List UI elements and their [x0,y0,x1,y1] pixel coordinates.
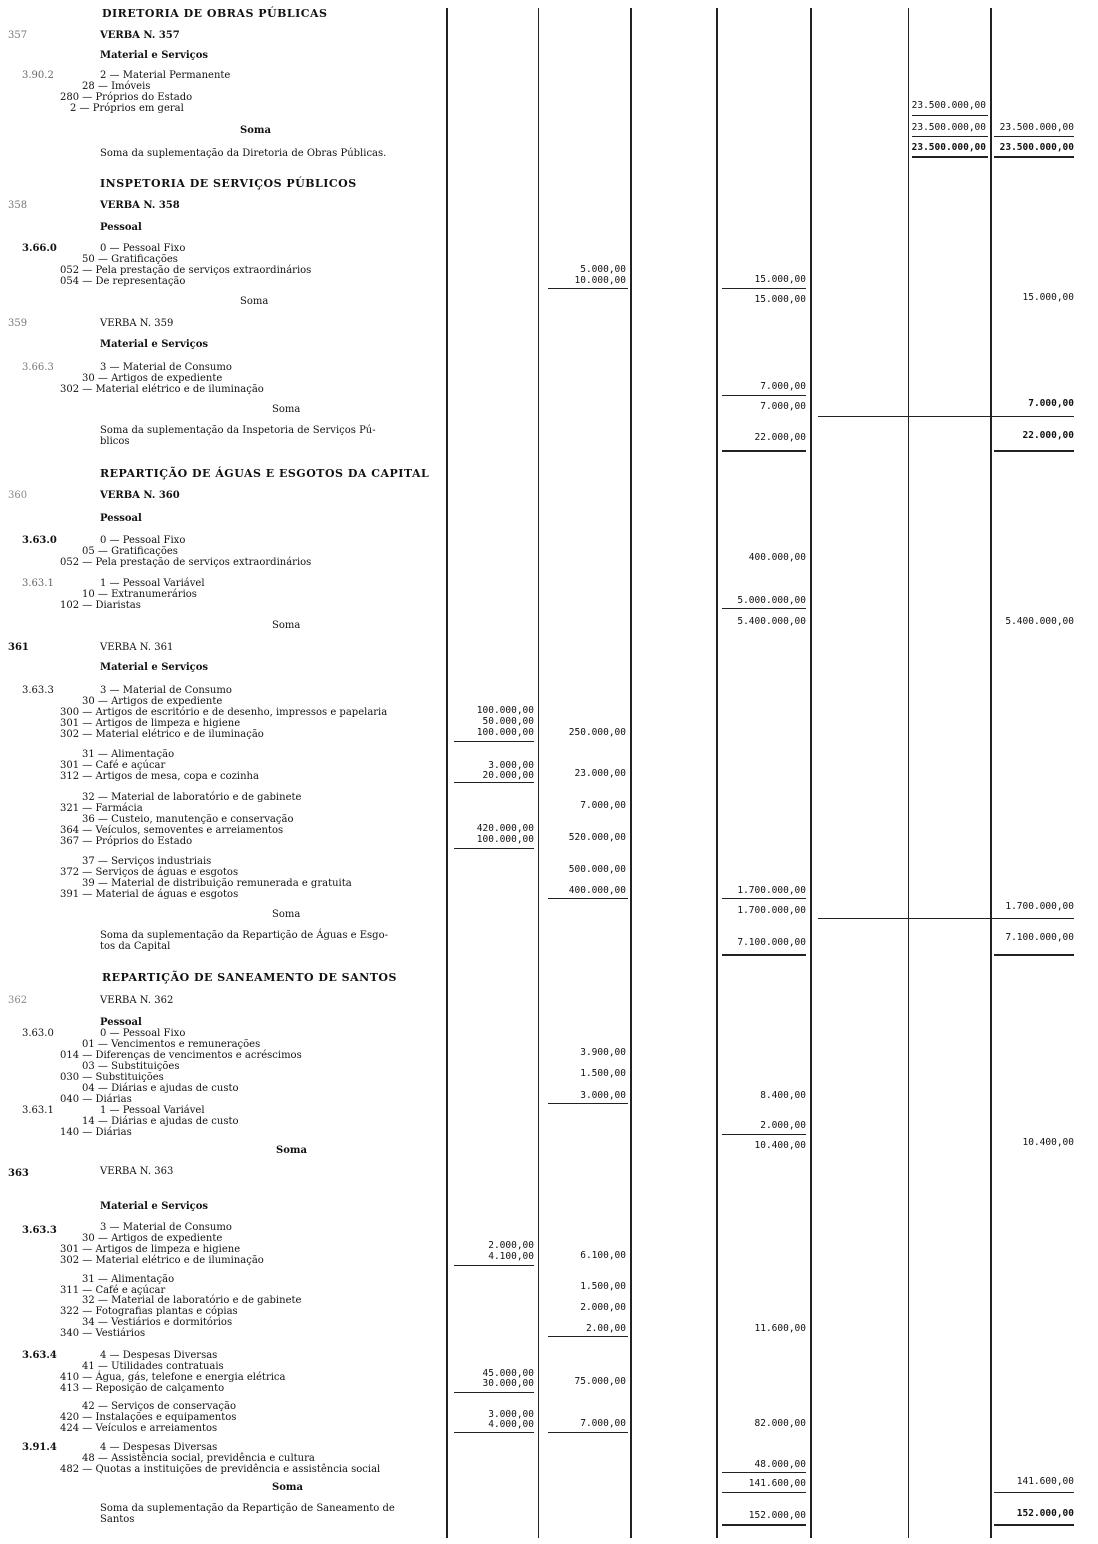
amount: 250.000,00 [568,727,626,738]
column-rule [716,8,718,1538]
verba-heading: VERBA N. 358 [100,200,180,211]
margin-number: 360 [8,490,28,501]
amount: 420.000,00 [476,823,534,834]
amount: 400.000,00 [748,552,806,563]
soma-label: Soma [276,1145,307,1156]
line-item: 30 — Artigos de expediente [82,696,223,707]
line-item: 50 — Gratificações [82,254,178,265]
rule [994,136,1074,137]
amount: 1.700.000,00 [1005,901,1074,912]
section-header: REPARTIÇÃO DE SANEAMENTO DE SANTOS [102,971,397,984]
column-rule [990,8,992,1538]
line-item: 32 — Material de laboratório e de gabinete [82,792,302,803]
line-item: 30 — Artigos de expediente [82,1233,223,1244]
line-item: 302 — Material elétrico e de iluminação [60,384,264,395]
line-item: 054 — De representação [60,276,186,287]
line-item: 10 — Extranumerários [82,589,197,600]
amount: 3.900,00 [580,1047,626,1058]
margin-number: 363 [8,1168,29,1179]
verba-heading: VERBA N. 359 [100,318,174,329]
verba-heading: VERBA N. 362 [100,995,174,1006]
amount: 5.400.000,00 [1005,616,1074,627]
subheading: Pessoal [100,1017,142,1028]
suplementacao-text: Soma da suplementação da Inspetoria de Serviços Pú- [100,425,376,436]
suplementacao-text: Soma da suplementação da Repartição de Saneamento de [100,1503,395,1514]
line-item: 1 — Pessoal Variável [100,578,205,589]
amount: 22.000,00 [754,432,806,443]
margin-code: 3.63.0 [22,1028,54,1039]
verba-heading: VERBA N. 360 [100,490,180,501]
line-item: 3 — Material de Consumo [100,1222,232,1233]
margin-number: 358 [8,200,28,211]
line-item: 372 — Serviços de águas e esgotos [60,867,239,878]
margin-code: 3.63.3 [22,685,54,696]
line-item: 48 — Assistência social, previdência e cultura [82,1453,315,1464]
amount: 7.000,00 [580,800,626,811]
line-item: 3 — Material de Consumo [100,362,232,373]
line-item: 364 — Veículos, semoventes e arreiamentos [60,825,284,836]
margin-number: 362 [8,995,28,1006]
amount: 7.000,00 [760,401,806,412]
line-item: 31 — Alimentação [82,749,175,760]
amount: 6.100,00 [580,1250,626,1261]
amount: 2.00,00 [585,1323,626,1334]
line-item: 014 — Diferenças de vencimentos e acréscimos [60,1050,302,1061]
rule [912,115,988,116]
margin-code: 3.66.0 [22,243,57,254]
amount: 100.000,00 [476,834,534,845]
line-item: 391 — Material de águas e esgotos [60,889,239,900]
amount: 82.000,00 [754,1418,806,1429]
soma-label: Soma [272,1482,303,1493]
amount: 1.700.000,00 [737,885,806,896]
amount: 100.000,00 [476,705,534,716]
amount: 20.000,00 [482,770,534,781]
amount: 3.000,00 [488,1409,534,1420]
line-item: 302 — Material elétrico e de iluminação [60,729,264,740]
rule [818,416,1074,417]
suplementacao-text: Soma da suplementação da Repartição de Águas e Esgo- [100,930,388,941]
margin-code: 3.66.3 [22,362,54,373]
subheading: Material e Serviços [100,339,209,350]
soma-label: Soma [240,125,271,136]
line-item: 340 — Vestiários [60,1328,146,1339]
line-item: 140 — Diárias [60,1127,132,1138]
rule [722,1524,806,1526]
suplementacao-text: Soma da suplementação da Diretoria de Obras Públicas. [100,148,387,159]
line-item: 28 — Imóveis [82,81,151,92]
amount: 5.000.000,00 [737,595,806,606]
amount: 1.700.000,00 [737,905,806,916]
line-item: 311 — Café e açúcar [60,1285,166,1296]
amount: 23.500.000,00 [999,122,1074,133]
amount: 8.400,00 [760,1090,806,1101]
rule [722,288,806,289]
amount: 152.000,00 [748,1510,806,1521]
margin-code: 3.63.0 [22,535,57,546]
amount: 520.000,00 [568,832,626,843]
rule [454,1392,534,1393]
rule [994,954,1074,956]
rule [994,1492,1074,1493]
column-rule [810,8,812,1538]
amount: 5.000,00 [580,264,626,275]
line-item: 413 — Reposição de calçamento [60,1383,225,1394]
amount: 141.600,00 [1016,1476,1074,1487]
amount: 75.000,00 [574,1376,626,1387]
line-item: 322 — Fotografias plantas e cópias [60,1306,238,1317]
margin-number: 359 [8,318,28,329]
section-header: INSPETORIA DE SERVIÇOS PÚBLICOS [100,177,357,190]
line-item: 280 — Próprios do Estado [60,92,193,103]
margin-code: 3.63.4 [22,1350,57,1361]
margin-code: 3.63.1 [22,1105,54,1116]
amount: 7.100.000,00 [737,937,806,948]
line-item: 4 — Despesas Diversas [100,1350,218,1361]
line-item: 3 — Material de Consumo [100,685,232,696]
amount: 7.000,00 [580,1418,626,1429]
column-rule [538,8,539,1538]
margin-number: 357 [8,30,28,41]
rule [912,136,988,137]
line-item: 05 — Gratificações [82,546,178,557]
subheading: Pessoal [100,222,142,233]
line-item: 34 — Vestiários e dormitórios [82,1317,233,1328]
margin-code: 3.63.3 [22,1225,57,1236]
line-item: 30 — Artigos de expediente [82,373,223,384]
line-item: 424 — Veículos e arreiamentos [60,1423,218,1434]
rule [722,608,806,609]
amount: 23.500.000,00 [911,142,986,153]
verba-heading: VERBA N. 363 [100,1166,174,1177]
margin-code: 3.91.4 [22,1442,57,1453]
rule [722,954,806,956]
suplementacao-text: blicos [100,436,130,447]
line-item: 0 — Pessoal Fixo [100,535,186,546]
amount: 7.000,00 [1028,398,1074,409]
rule [454,782,534,783]
line-item: 42 — Serviços de conservação [82,1401,236,1412]
line-item: 01 — Vencimentos e remunerações [82,1039,261,1050]
line-item: 301 — Artigos de limpeza e higiene [60,718,241,729]
verba-heading: VERBA N. 361 [100,642,174,653]
rule [722,1492,806,1493]
amount: 15.000,00 [1022,292,1074,303]
line-item: 39 — Material de distribuição remunerada e gratuita [82,878,352,889]
column-rule [908,8,909,1538]
rule [454,848,534,849]
rule [548,1432,628,1433]
amount: 10.400,00 [754,1140,806,1151]
amount: 30.000,00 [482,1378,534,1389]
line-item: 1 — Pessoal Variável [100,1105,205,1116]
suplementacao-text: Santos [100,1514,135,1525]
amount: 4.000,00 [488,1419,534,1430]
rule [722,898,806,899]
soma-label: Soma [272,404,301,415]
soma-label: Soma [240,296,269,307]
margin-number: 361 [8,642,29,653]
amount: 2.000,00 [580,1302,626,1313]
line-item: 4 — Despesas Diversas [100,1442,218,1453]
rule [454,1432,534,1433]
column-rule [630,8,632,1538]
amount: 11.600,00 [754,1323,806,1334]
amount: 152.000,00 [1016,1508,1074,1519]
line-item: 31 — Alimentação [82,1274,175,1285]
amount: 7.000,00 [760,381,806,392]
rule [548,288,628,289]
line-item: 03 — Substituições [82,1061,180,1072]
column-rule [446,8,448,1538]
line-item: 040 — Diárias [60,1094,132,1105]
rule [454,741,534,742]
amount: 23.000,00 [574,768,626,779]
rule [548,1336,628,1337]
amount: 141.600,00 [748,1478,806,1489]
margin-code: 3.63.1 [22,578,54,589]
rule [454,1265,534,1266]
rule [912,156,988,158]
amount: 10.400,00 [1022,1137,1074,1148]
line-item: 14 — Diárias e ajudas de custo [82,1116,239,1127]
line-item: 312 — Artigos de mesa, copa e cozinha [60,771,259,782]
amount: 50.000,00 [482,716,534,727]
subheading: Material e Serviços [100,50,209,61]
line-item: 367 — Próprios do Estado [60,836,193,847]
rule [722,1472,806,1473]
amount: 1.500,00 [580,1281,626,1292]
amount: 10.000,00 [574,275,626,286]
line-item: 04 — Diárias e ajudas de custo [82,1083,239,1094]
amount: 1.500,00 [580,1068,626,1079]
amount: 4.100,00 [488,1251,534,1262]
amount: 3.000,00 [580,1090,626,1101]
amount: 22.000,00 [1022,430,1074,441]
amount: 3.000,00 [488,760,534,771]
line-item: 2 — Material Permanente [100,70,231,81]
soma-label: Soma [272,909,301,920]
section-header: DIRETORIA DE OBRAS PÚBLICAS [102,7,328,20]
rule [818,918,1074,919]
line-item: 0 — Pessoal Fixo [100,243,186,254]
suplementacao-text: tos da Capital [100,941,171,952]
rule [994,156,1074,158]
amount: 400.000,00 [568,885,626,896]
line-item: 482 — Quotas a instituições de previdência e assistência social [60,1464,381,1475]
subheading: Material e Serviços [100,662,209,673]
amount: 5.400.000,00 [737,616,806,627]
amount: 7.100.000,00 [1005,932,1074,943]
amount: 500.000,00 [568,864,626,875]
amount: 45.000,00 [482,1368,534,1379]
amount: 48.000,00 [754,1459,806,1470]
line-item: 420 — Instalações e equipamentos [60,1412,237,1423]
rule [722,395,806,396]
line-item: 300 — Artigos de escritório e de desenho, impressos e papelaria [60,707,388,718]
line-item: 32 — Material de laboratório e de gabinete [82,1295,302,1306]
subheading: Material e Serviços [100,1201,209,1212]
section-header: REPARTIÇÃO DE ÁGUAS E ESGOTOS DA CAPITAL [100,467,430,480]
line-item: 052 — Pela prestação de serviços extraordinários [60,265,312,276]
amount: 23.500.000,00 [911,122,986,133]
line-item: 321 — Farmácia [60,803,143,814]
line-item: 301 — Café e açúcar [60,760,166,771]
line-item: 030 — Substituições [60,1072,164,1083]
verba-heading: VERBA N. 357 [100,30,180,41]
line-item: 410 — Água, gás, telefone e energia elétrica [60,1372,286,1383]
soma-label: Soma [272,620,301,631]
rule [722,450,806,452]
amount: 2.000,00 [488,1240,534,1251]
margin-code: 3.90.2 [22,70,54,81]
line-item: 36 — Custeio, manutenção e conservação [82,814,294,825]
amount: 2.000,00 [760,1120,806,1131]
rule [994,1524,1074,1526]
rule [548,1103,628,1104]
amount: 23.500.000,00 [911,100,986,111]
rule [722,1134,806,1135]
rule [994,450,1074,452]
amount: 15.000,00 [754,294,806,305]
amount: 15.000,00 [754,274,806,285]
line-item: 301 — Artigos de limpeza e higiene [60,1244,241,1255]
line-item: 102 — Diaristas [60,600,141,611]
subheading: Pessoal [100,513,142,524]
line-item: 37 — Serviços industriais [82,856,212,867]
line-item: 41 — Utilidades contratuais [82,1361,224,1372]
line-item: 0 — Pessoal Fixo [100,1028,186,1039]
line-item: 302 — Material elétrico e de iluminação [60,1255,264,1266]
rule [548,898,628,899]
amount: 100.000,00 [476,727,534,738]
line-item: 052 — Pela prestação de serviços extraordinários [60,557,312,568]
line-item: 2 — Próprios em geral [70,103,184,114]
amount: 23.500.000,00 [999,142,1074,153]
